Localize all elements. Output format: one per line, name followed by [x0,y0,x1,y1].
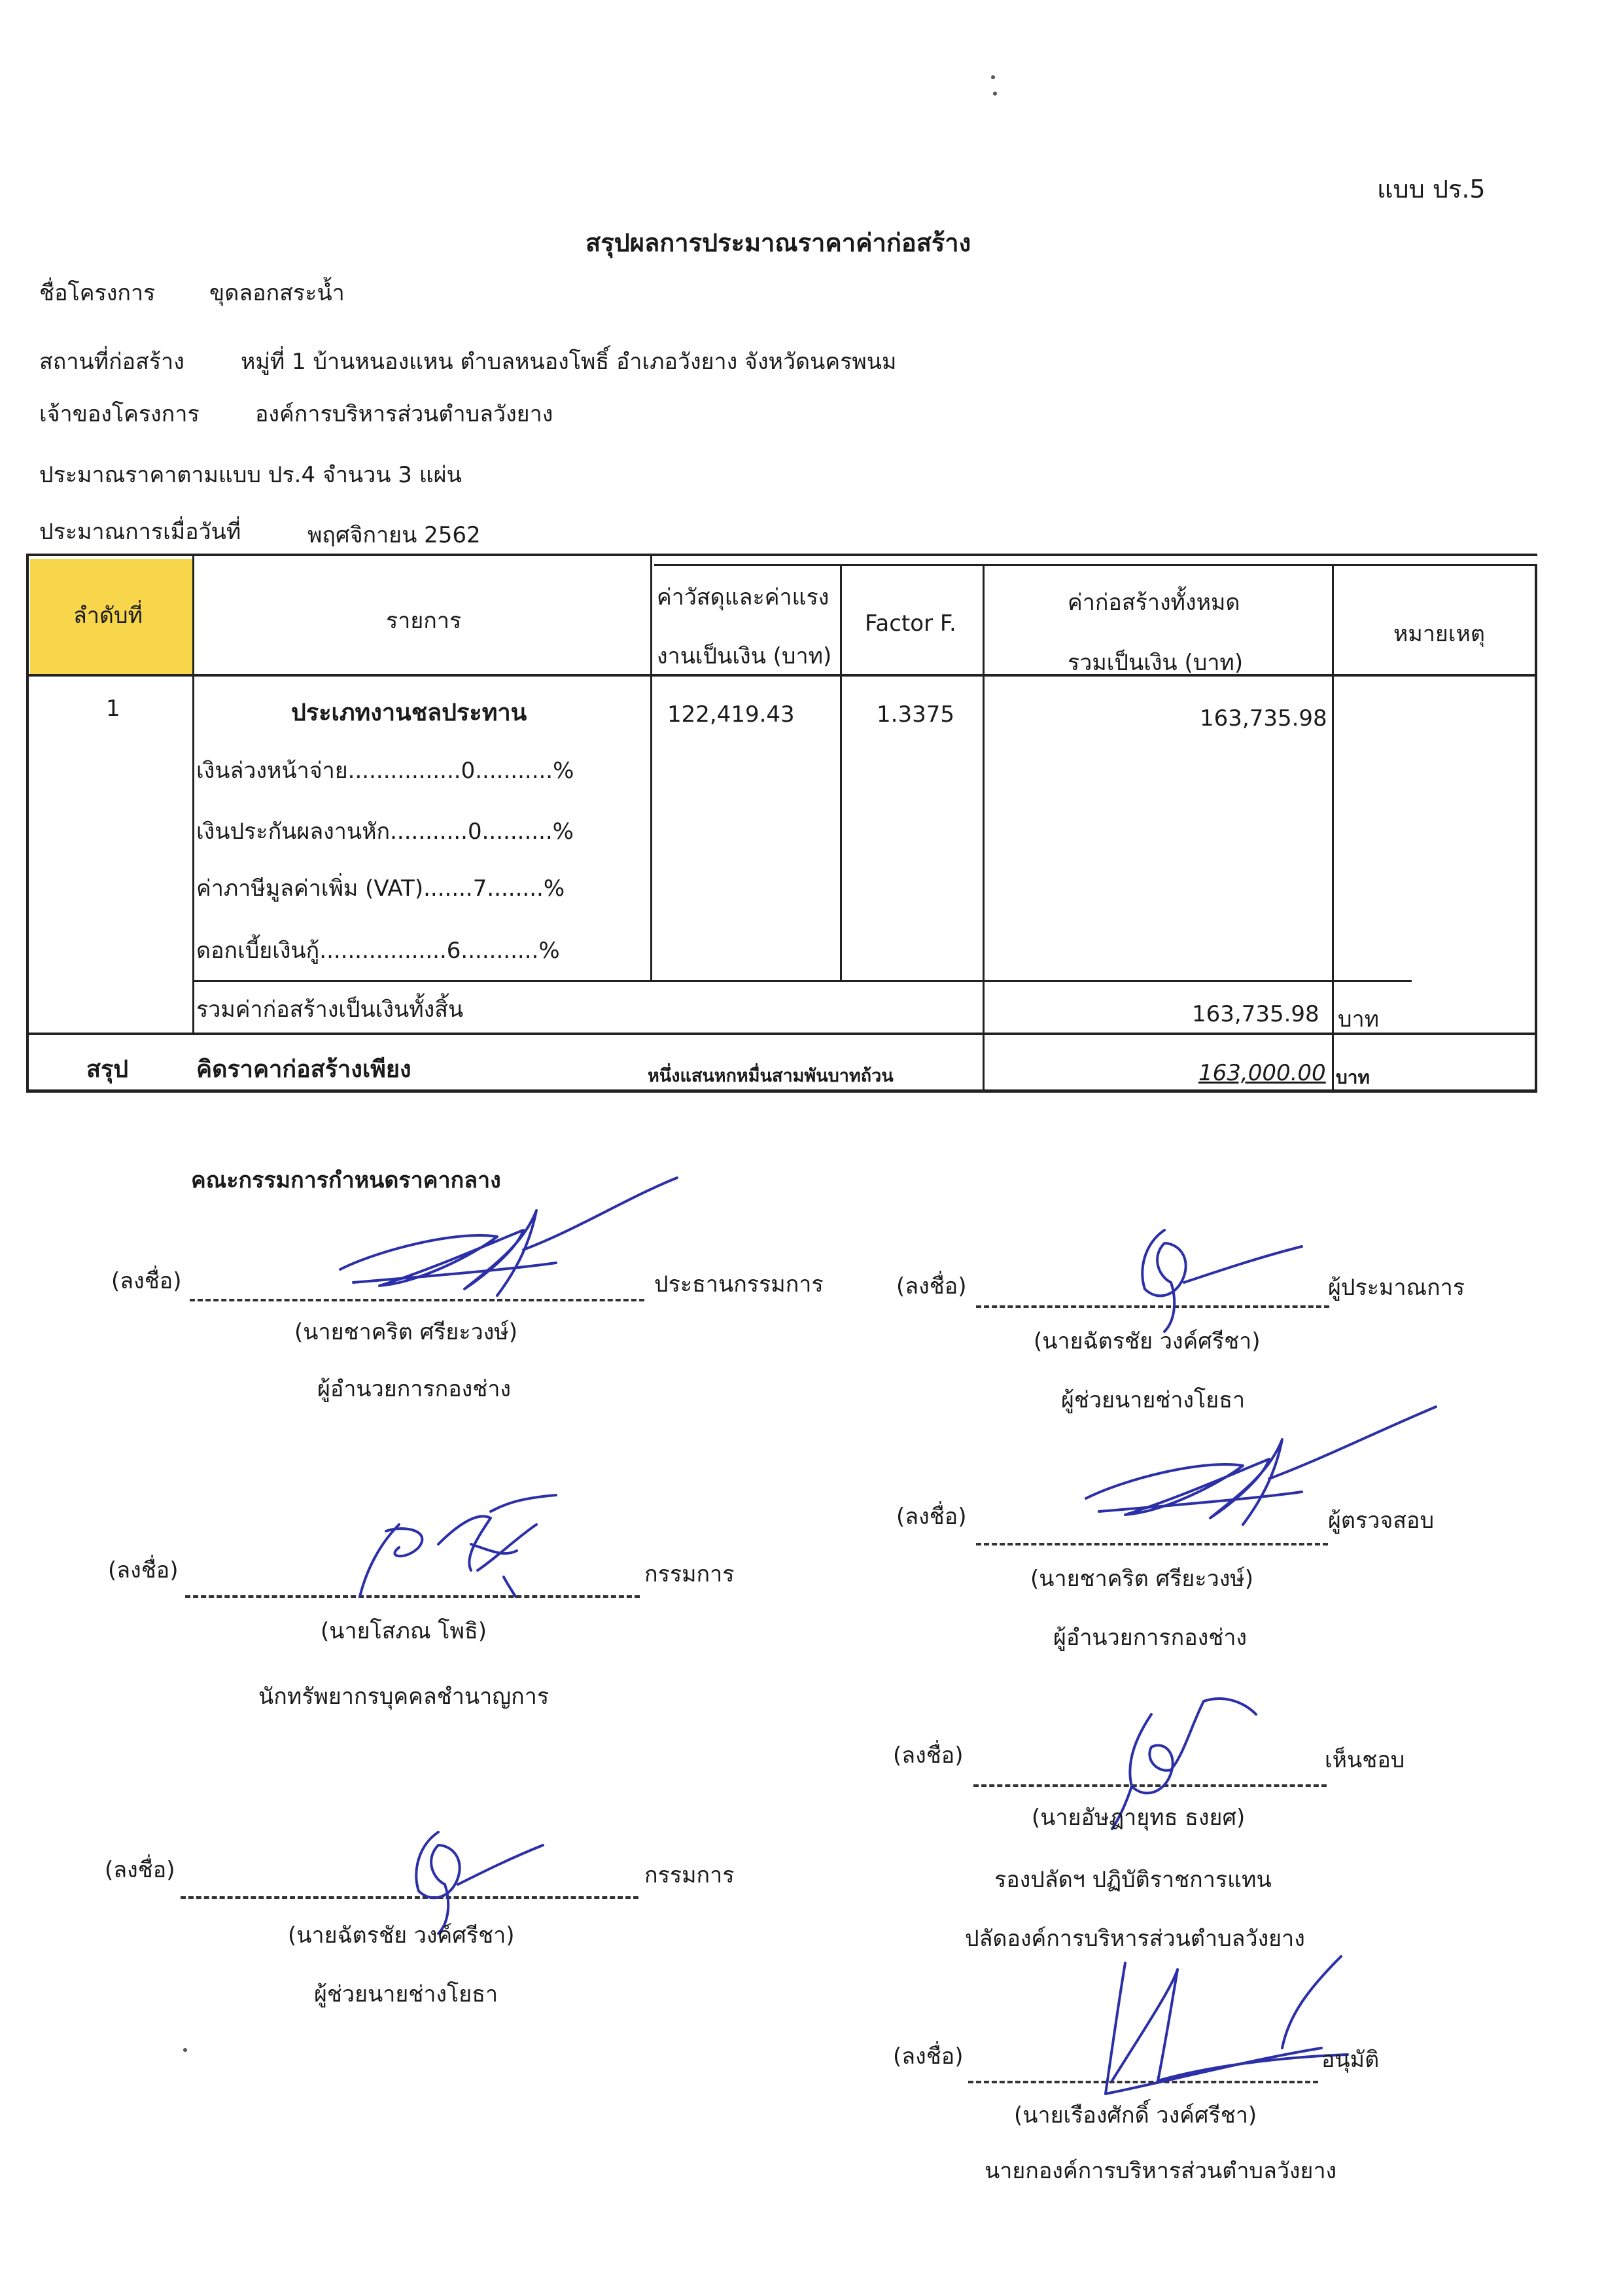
summary-words: หนึ่งแสนหกหมื่นสามพันบาทถ้วน [648,1066,894,1086]
header-no: ลำดับที่ [73,603,143,629]
signature-estimator [1106,1217,1315,1335]
project-label: ชื่อโครงการ [39,280,156,306]
role: ประธานกรรมการ [654,1271,824,1298]
summary-unit: บาท [1336,1067,1370,1088]
sign-label: (ลงชื่อ) [893,2043,964,2070]
signer-position: รองปลัดฯ ปฏิบัติราชการแทน [994,1867,1272,1893]
header-item: รายการ [386,608,462,634]
row-item: ประเภทงานชลประทาน [291,699,527,726]
scan-speck [183,2048,187,2052]
signer-name: (นายอัษฎายุทธ ธงยศ) [1032,1805,1246,1831]
location-label: สถานที่ก่อสร้าง [39,349,184,375]
sign-label: (ลงชื่อ) [893,1742,964,1769]
row-factor: 1.3375 [877,701,954,728]
role: กรรมการ [644,1862,735,1888]
signature-approve [1073,1950,1400,2107]
condition-guarantee: เงินประกันผลงานหัก...........0..........% [196,819,574,845]
signer-name: (นายเรืองศักดิ์ วงค์ศรีชา) [1014,2102,1257,2128]
signer-position: ผู้ช่วยนายช่างโยธา [314,1981,498,2007]
owner-value: องค์การบริหารส่วนตำบลวังยาง [255,401,553,427]
sign-label: (ลงชื่อ) [896,1273,967,1299]
signer-position: นักทรัพยากรบุคคลชำนาญการ [258,1684,550,1710]
form-code: แบบ ปร.5 [1377,175,1486,203]
row-no: 1 [106,696,120,722]
role: อนุมัติ [1321,2047,1380,2073]
signer-name: (นายชาคริต ศรียะวงษ์) [294,1319,517,1345]
condition-vat: ค่าภาษีมูลค่าเพิ่ม (VAT).......7........% [196,875,565,902]
grand-total-value: 163,735.98 [1192,1001,1319,1027]
header-total-2: รวมเป็นเงิน (บาท) [1068,650,1244,676]
sign-label: (ลงชื่อ) [111,1268,182,1294]
summary-text: คิดราคาก่อสร้างเพียง [196,1056,411,1083]
signer-position: ผู้ช่วยนายช่างโยธา [1061,1387,1246,1413]
role: ผู้ประมาณการ [1328,1275,1465,1301]
row-material: 122,419.43 [667,701,795,728]
condition-advance: เงินล่วงหน้าจ่าย................0...........% [196,758,574,784]
estimate-line: ประมาณราคาตามแบบ ปร.4 จำนวน 3 แผ่น [39,462,462,488]
scan-speck [993,92,997,96]
sign-label: (ลงชื่อ) [108,1557,179,1583]
condition-interest: ดอกเบี้ยเงินกู้..................6...........% [196,938,560,964]
date-value: พฤศจิกายน 2562 [307,522,481,548]
signer-name: (นายฉัตรชัย วงค์ศรีชา) [1034,1328,1261,1354]
signer-name: (นายโสภณ โพธิ) [321,1618,487,1644]
signer-position: นายกองค์การบริหารส่วนตำบลวังยาง [985,2158,1337,2184]
row-total: 163,735.98 [1200,705,1327,732]
summary-value: 163,000.00 [1198,1060,1326,1086]
role: ผู้ตรวจสอบ [1328,1508,1435,1534]
signer-position: ผู้อำนวยการกองช่าง [1053,1625,1248,1651]
owner-label: เจ้าของโครงการ [39,401,200,427]
signer-name: (นายฉัตรชัย วงค์ศรีชา) [288,1922,515,1949]
signer-name: (นายชาคริต ศรียะวงษ์) [1030,1566,1253,1592]
location-value: หมู่ที่ 1 บ้านหนองแหน ตำบลหนองโพธิ์ อำเภอวังยาง จังหวัดนครพนม [241,349,897,375]
header-total-1: ค่าก่อสร้างทั้งหมด [1068,590,1240,616]
role: เห็นชอบ [1325,1747,1405,1773]
header-factor: Factor F. [865,610,956,637]
date-label: ประมาณการเมื่อวันที่ [39,519,241,545]
role: กรรมการ [644,1561,735,1587]
page-title: สรุปผลการประมาณราคาค่าก่อสร้าง [585,228,971,257]
signer-position-2: ปลัดองค์การบริหารส่วนตำบลวังยาง [965,1926,1305,1952]
header-material-1: ค่าวัสดุและค่าแรง [657,584,829,610]
committee-title: คณะกรรมการกำหนดราคากลาง [191,1167,501,1193]
grand-total-label: รวมค่าก่อสร้างเป็นเงินทั้งสิ้น [196,997,464,1023]
signer-position: ผู้อำนวยการกองช่าง [317,1376,512,1402]
project-value: ขุดลอกสระน้ำ [209,280,345,306]
signature-chairman [327,1171,693,1315]
header-material-2: งานเป็นเงิน (บาท) [657,643,832,669]
header-remark: หมายเหตุ [1393,621,1485,647]
sign-label: (ลงชื่อ) [896,1504,967,1530]
scan-speck [991,75,995,79]
signature-member-1 [340,1485,576,1610]
grand-total-unit: บาท [1338,1006,1380,1033]
summary-label: สรุป [86,1056,129,1083]
sign-label: (ลงชื่อ) [105,1857,175,1883]
